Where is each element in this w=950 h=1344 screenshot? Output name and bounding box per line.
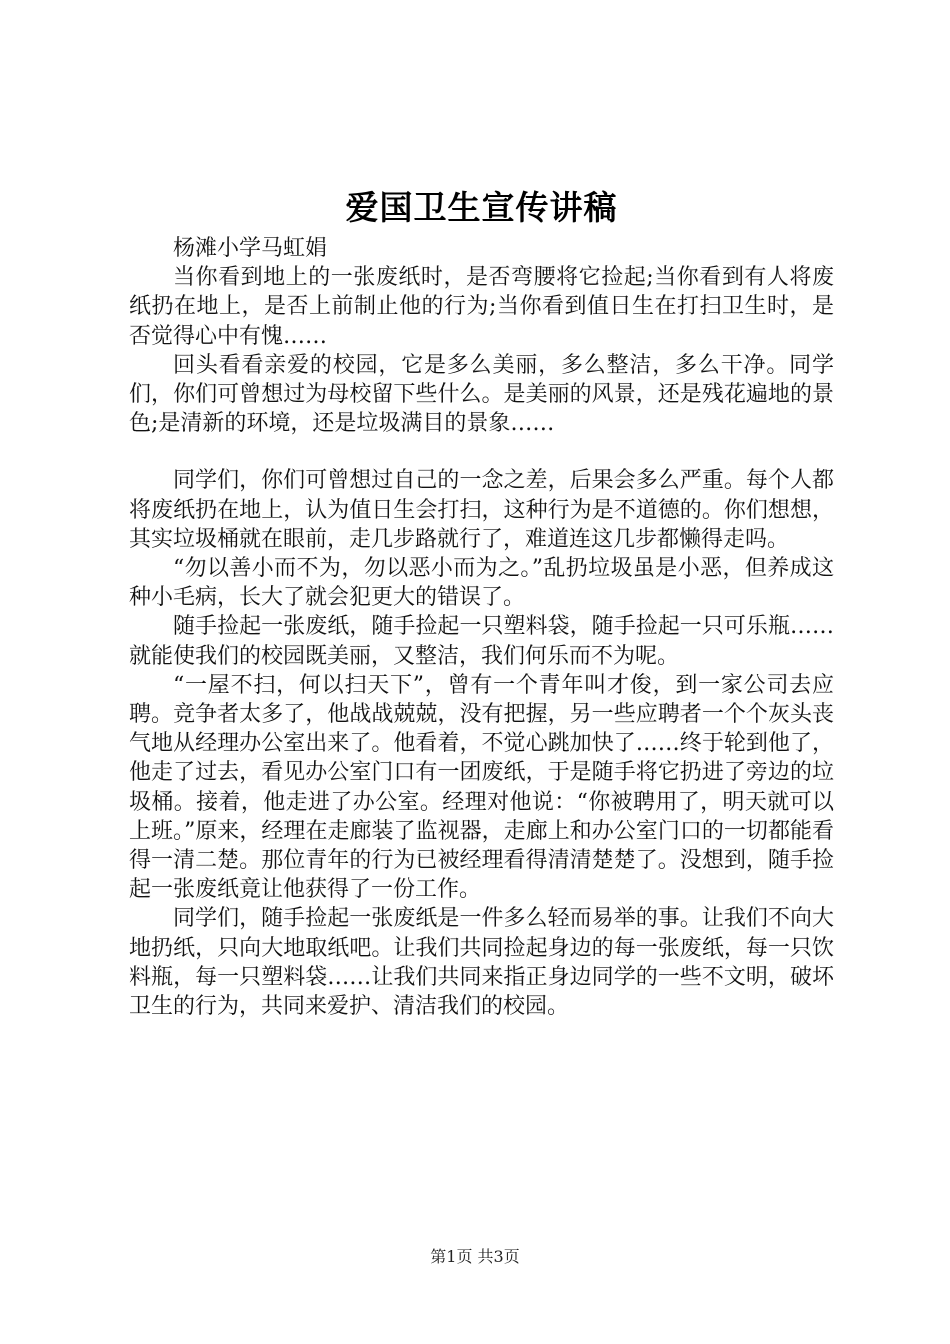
paragraph-6: “一屋不扫，何以扫天下”，曾有一个青年叫才俊，到一家公司去应聘。竞争者太多了，他战战兢兢，没有把握，另一些应聘者一个个灰头丧气地从经理办公室出来了。他看着，不觉心跳加快了……终于轮到他了，他走了过去，看见办公室门口有一团废纸，于是随手将它扔进了旁边的垃圾桶。接着，他走进了办公室。经理对他说：“你被聘用了，明天就可以上班。”原来，经理在走廊装了监视器，走廊上和办公室门口的一切都能看得一清二楚。那位青年的行为已被经理看得清清楚楚了。没想到，随手捡起一张废纸竟让他获得了一份工作。 <box>129 672 834 903</box>
paragraph-4: “勿以善小而不为，勿以恶小而为之。”乱扔垃圾虽是小恶，但养成这种小毛病，长大了就会犯更大的错误了。 <box>129 556 834 611</box>
page-number-footer: 第1页 共3页 <box>430 1247 520 1266</box>
paragraph-3: 同学们，你们可曾想过自己的一念之差，后果会多么严重。每个人都将废纸扔在地上，认为值日生会打扫，这种行为是不道德的。你们想想，其实垃圾桶就在眼前，走几步路就行了，难道连这几步都懒得走吗。 <box>129 468 834 552</box>
paragraph-1: 当你看到地上的一张废纸时，是否弯腰将它捡起;当你看到有人将废纸扔在地上，是否上前制止他的行为;当你看到值日生在打扫卫生时，是否觉得心中有愧…… <box>129 265 834 349</box>
paragraph-spacer <box>129 438 834 466</box>
paragraph-5: 随手捡起一张废纸，随手捡起一只塑料袋，随手捡起一只可乐瓶……就能使我们的校园既美丽，又整洁，我们何乐而不为呢。 <box>129 614 834 669</box>
author-line: 杨滩小学马虹娟 <box>173 236 328 261</box>
paragraph-7: 同学们，随手捡起一张废纸是一件多么轻而易举的事。让我们不向大地扔纸，只向大地取纸吧。让我们共同捡起身边的每一张废纸，每一只饮料瓶，每一只塑料袋……让我们共同来指正身边同学的一些不文明，破坏卫生的行为，共同来爱护、清洁我们的校园。 <box>129 906 834 1020</box>
document-body <box>129 184 834 1021</box>
paragraph-2: 回头看看亲爱的校园，它是多么美丽，多么整洁，多么干净。同学们，你们可曾想过为母校留下些什么。是美丽的风景，还是残花遍地的景色;是清新的环境，还是垃圾满目的景象…… <box>129 352 834 437</box>
document-title: 爱国卫生宣传讲稿 <box>345 188 618 227</box>
